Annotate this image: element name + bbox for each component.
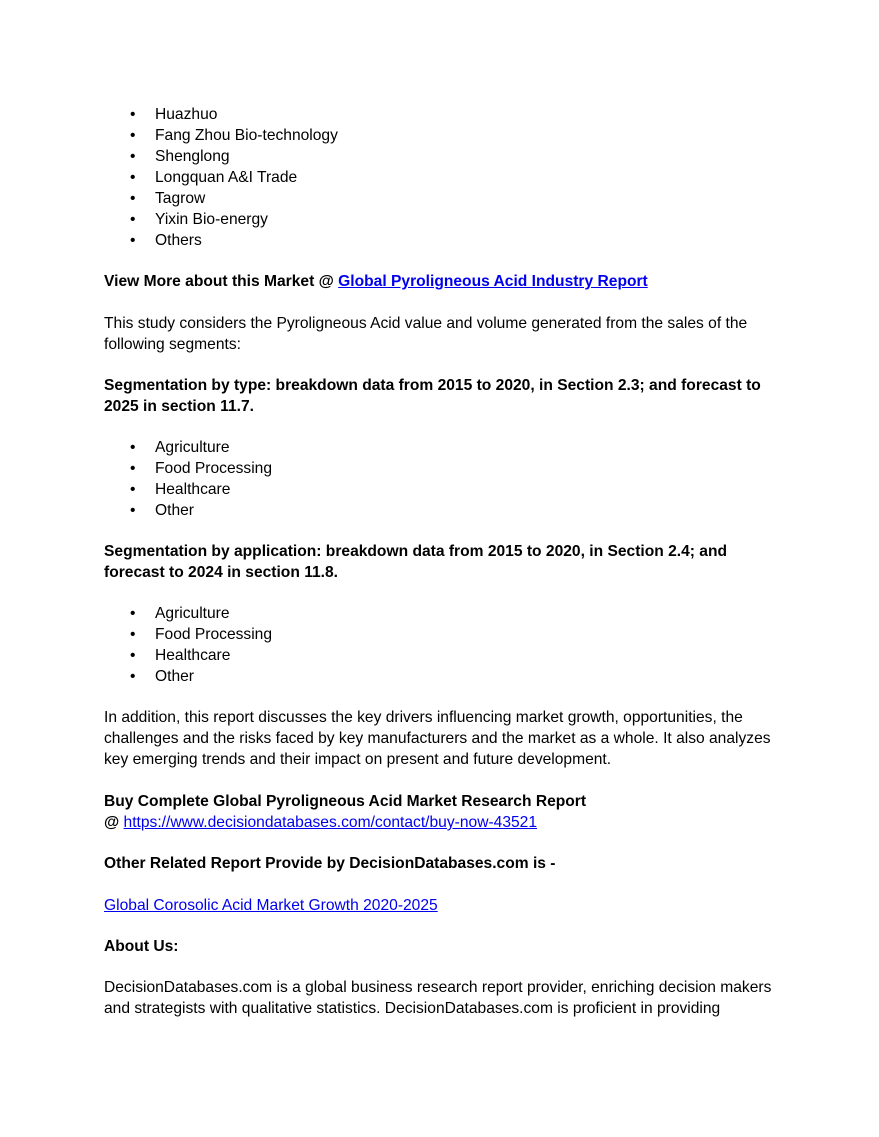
bullet-icon: • [130,148,136,165]
list-item: • Food Processing [130,626,273,643]
list-item: • Tagrow [130,190,206,207]
bullet-icon: • [130,502,136,519]
bullet-icon: • [130,169,136,186]
study-paragraph: This study considers the Pyroligneous Acid value and volume generated from the sales of the following segments: [104,315,748,353]
list-item: • Other [130,668,194,685]
buy-heading: Buy Complete Global Pyroligneous Acid Market Research Report [104,793,587,810]
list-item: • Other [130,502,194,519]
bullet-icon: • [130,668,136,685]
type-list [104,437,784,521]
bullet-icon: • [130,481,136,498]
bullet-icon: • [130,232,136,249]
list-item: • Agriculture [130,439,230,456]
related-link-line [104,895,784,916]
list-item: • Longquan A&I Trade [130,169,298,186]
bullet-icon: • [130,460,136,477]
list-item: • Others [130,232,202,249]
list-item: • Healthcare [130,647,231,664]
buy-section: Buy Complete Global Pyroligneous Acid Market Research Report @ https://www.decisiondatabases.com/contact/buy-now-43521 [104,791,784,833]
segmentation-application-heading: Segmentation by application: breakdown data from 2015 to 2020, in Section 2.4; and forecast to 2024 in section 11.8. [104,543,728,581]
bullet-icon: • [130,605,136,622]
list-item: • Healthcare [130,481,231,498]
bullet-icon: • [130,190,136,207]
addition-paragraph: In addition, this report discusses the key drivers influencing market growth, opportunities, the challenges and the risks faced by key manufacturers and the market as a whole. It also analyzes key emerging trends and their impact on present and future development. [104,709,771,768]
bullet-icon: • [130,211,136,228]
bullet-icon: • [130,106,136,123]
bullet-icon: • [130,439,136,456]
list-item: • Agriculture [130,605,230,622]
about-heading: About Us: [104,938,179,955]
about-paragraph: DecisionDatabases.com is a global business research report provider, enriching decision makers and strategists with qualitative statistics. DecisionDatabases.com is proficient in providing [104,979,772,1017]
industry-report-link[interactable]: Global Pyroligneous Acid Industry Report [338,273,648,290]
buy-now-link[interactable]: https://www.decisiondatabases.com/contact/buy-now-43521 [123,814,538,831]
list-item: • Yixin Bio-energy [130,211,268,228]
list-item: • Food Processing [130,460,273,477]
manufacturer-list [104,104,784,251]
list-item: • Huazhuo [130,106,218,123]
bullet-icon: • [130,647,136,664]
bullet-icon: • [130,626,136,643]
application-list [104,603,784,687]
related-heading: Other Related Report Provide by DecisionDatabases.com is - [104,855,556,872]
view-more-line: View More about this Market @ Global Pyroligneous Acid Industry Report [104,273,648,290]
bullet-icon: • [130,127,136,144]
list-item: • Fang Zhou Bio-technology [130,127,338,144]
segmentation-type-heading: Segmentation by type: breakdown data from 2015 to 2020, in Section 2.3; and forecast to 2025 in section 11.7. [104,377,761,415]
list-item: • Shenglong [130,148,230,165]
related-report-link[interactable]: Global Corosolic Acid Market Growth 2020-2025 [104,897,438,914]
